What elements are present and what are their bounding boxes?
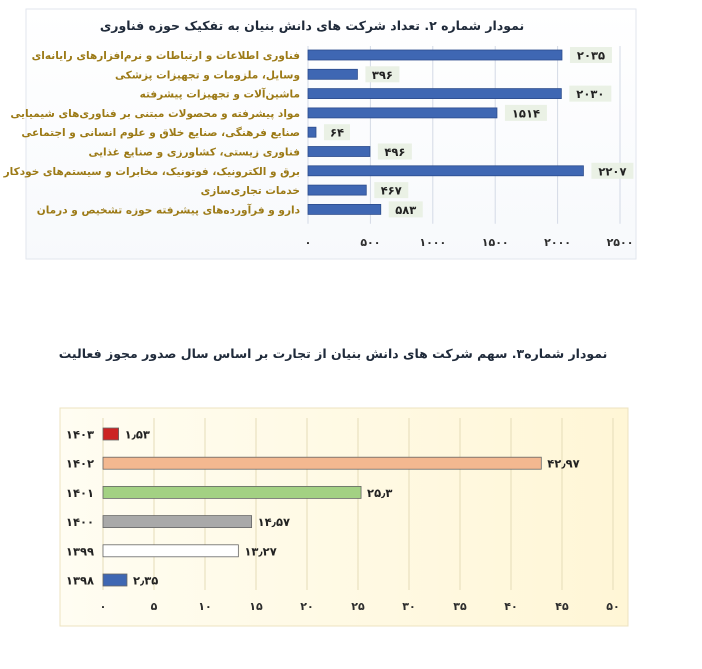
chart1-bar bbox=[308, 108, 497, 118]
chart2-tick-label: ۵۰ bbox=[606, 600, 620, 613]
chart1-tick-label: ۰ bbox=[304, 236, 312, 249]
chart2-tick-label: ۳۰ bbox=[402, 600, 416, 613]
chart1-title: نمودار شماره ۲. تعداد شرکت های دانش بنیان به تفکیک حوزه فناوری bbox=[99, 18, 525, 33]
chart2-year-label: ۱۴۰۳ bbox=[65, 427, 94, 442]
chart2-data-label: ۱٫۵۳ bbox=[124, 427, 150, 442]
chart1-category-label: فناوری اطلاعات و ارتباطات و نرم‌افزارهای رایانه‌ای bbox=[31, 50, 300, 62]
chart2-data-label: ۱۴٫۵۷ bbox=[257, 515, 290, 530]
chart1-data-label: ۴۹۶ bbox=[384, 145, 406, 159]
chart1-data-label: ۶۴ bbox=[329, 125, 345, 140]
chart2-tick-label: ۴۵ bbox=[555, 600, 569, 613]
chart2-bar bbox=[103, 545, 238, 557]
chart1-category-label: برق و الکترونیک، فوتونیک، مخابرات و سیستم‌های خودکار bbox=[3, 165, 300, 178]
chart1-data-label: ۵۸۳ bbox=[395, 202, 417, 217]
chart2-tick-label: ۰ bbox=[99, 600, 107, 613]
chart1-category-label: خدمات تجاری‌سازی bbox=[200, 185, 300, 198]
chart2-bar bbox=[103, 428, 119, 440]
chart-share-by-license-year bbox=[59, 346, 628, 626]
chart1-category-label: دارو و فرآورده‌های پیشرفته حوزه تشخیص و درمان bbox=[36, 204, 300, 217]
chart1-category-label: فناوری زیستی، کشاورزی و صنایع غذایی bbox=[88, 146, 300, 159]
chart2-data-label: ۲٫۳۵ bbox=[132, 573, 159, 588]
chart1-tick-label: ۵۰۰ bbox=[360, 236, 381, 249]
chart2-year-label: ۱۳۹۹ bbox=[65, 544, 94, 559]
chart1-tick-label: ۱۰۰۰ bbox=[419, 236, 447, 249]
chart1-bar bbox=[308, 89, 561, 99]
chart2-tick-label: ۵ bbox=[150, 600, 158, 613]
chart1-bar bbox=[308, 50, 562, 60]
chart2-bar bbox=[103, 486, 361, 498]
chart2-data-label: ۴۲٫۹۷ bbox=[547, 456, 580, 471]
chart1-data-label: ۱۵۱۴ bbox=[511, 106, 540, 121]
chart2-year-label: ۱۳۹۸ bbox=[65, 573, 94, 588]
chart2-title: نمودار شماره۳. سهم شرکت های دانش بنیان از تجارت بر اساس سال صدور مجوز فعالیت bbox=[58, 346, 608, 361]
chart2-bar bbox=[103, 574, 127, 586]
chart1-data-label: ۲۰۳۵ bbox=[576, 48, 606, 63]
chart1-category-label: ماشین‌آلات و تجهیزات پیشرفته bbox=[139, 88, 300, 101]
chart2-data-label: ۲۵٫۳ bbox=[367, 485, 393, 500]
chart1-bar bbox=[308, 127, 316, 137]
chart2-tick-label: ۱۰ bbox=[198, 600, 212, 613]
chart-technology-fields bbox=[3, 9, 636, 259]
chart2-bar bbox=[103, 457, 541, 469]
chart1-bar bbox=[308, 69, 357, 79]
chart1-bar bbox=[308, 185, 366, 195]
chart1-bar bbox=[308, 204, 381, 214]
chart2-year-label: ۱۴۰۰ bbox=[65, 515, 94, 530]
chart1-bar bbox=[308, 147, 370, 157]
chart1-tick-label: ۲۰۰۰ bbox=[544, 236, 572, 249]
chart2-tick-label: ۲۰ bbox=[300, 600, 314, 613]
chart1-data-label: ۳۹۶ bbox=[371, 67, 393, 82]
chart2-tick-label: ۳۵ bbox=[453, 600, 467, 613]
chart1-category-label: وسایل، ملزومات و تجهیزات پزشکی bbox=[114, 69, 300, 82]
chart2-year-label: ۱۴۰۲ bbox=[65, 456, 94, 471]
chart1-data-label: ۲۲۰۷ bbox=[598, 164, 627, 179]
chart1-data-label: ۲۰۳۰ bbox=[576, 87, 605, 102]
chart2-tick-label: ۴۰ bbox=[504, 600, 518, 613]
chart2-tick-label: ۱۵ bbox=[249, 600, 263, 613]
chart2-bar bbox=[103, 516, 252, 528]
chart2-tick-label: ۲۵ bbox=[351, 600, 365, 613]
chart1-bar bbox=[308, 166, 583, 176]
chart1-tick-label: ۲۵۰۰ bbox=[606, 236, 634, 249]
chart2-year-label: ۱۴۰۱ bbox=[65, 485, 94, 500]
chart1-data-label: ۴۶۷ bbox=[380, 183, 402, 198]
chart1-category-label: صنایع فرهنگی، صنایع خلاق و علوم انسانی و اجتماعی bbox=[21, 127, 300, 140]
chart1-category-label: مواد پیشرفته و محصولات مبتنی بر فناوری‌های شیمیایی bbox=[10, 107, 300, 120]
chart1-tick-label: ۱۵۰۰ bbox=[481, 236, 509, 249]
chart2-data-label: ۱۳٫۲۷ bbox=[244, 544, 277, 559]
